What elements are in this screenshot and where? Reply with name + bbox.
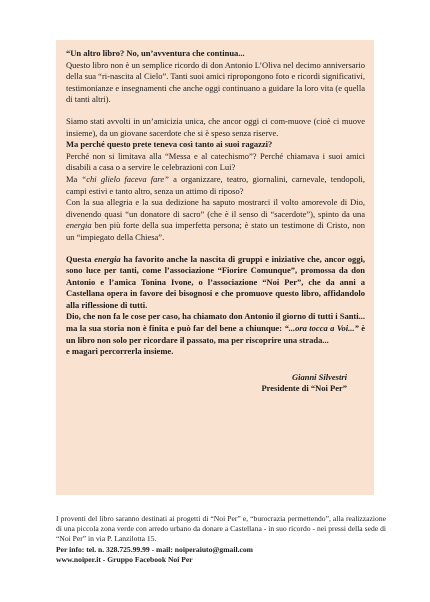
energia-word: energia xyxy=(66,220,92,231)
footer-web: www.noiper.it - Gruppo Facebook Noi Per xyxy=(56,554,193,564)
text-fragment: a organizzare, teatro, giornalini, carnevale, tendopoli, campi estivi e tanto altro, senza un attimo di riposo? xyxy=(66,173,365,196)
preface-box xyxy=(56,40,374,495)
preface-paragraph-6 xyxy=(66,254,365,358)
text-fragment: e magari percorrerla insieme. xyxy=(66,346,174,357)
text-fragment: Questa xyxy=(66,253,95,264)
preface-paragraph-3 xyxy=(66,139,365,174)
signature xyxy=(66,372,365,395)
preface-paragraph-2: Siamo stati avvolti in un’amicizia unica, che ancor oggi ci com-muove (cioè ci muove insieme), da un giovane sacerdote che si è speso senza riserve. xyxy=(66,115,365,138)
spacer xyxy=(66,106,365,116)
preface-paragraph-1 xyxy=(66,48,365,106)
quote-ora-tocca: “...ora tocca a Voi...” xyxy=(284,323,359,334)
text-fragment: Con la sua allegria e la sua dedizione ha saputo mostrarci il volto amorevole di Dio, divenendo quasi “un donatore di sacro” (che è il senso di “sacerdote”), spinto da una xyxy=(66,197,365,219)
text-fragment: ben più forte della sua imperfetta persona; è stato un testimone di Cristo, non un “impiegato della Chiesa”. xyxy=(66,220,365,242)
quote-chi-glielo: “chi glielo faceva fare” xyxy=(81,173,169,184)
energia-word: energia xyxy=(94,253,121,264)
preface-text-1: Questo libro non è un semplice ricordo di don Antonio L’Oliva nel decimo anniversario della sua “ri-nascita al Cielo”. Tanti suoi amici ripropongono foto e ricordi significativi, testimonianze e insegnamenti che anche oggi continuano a guidare la loro vita (e quella di tanti altri). xyxy=(66,59,365,105)
preface-paragraph-4 xyxy=(66,174,365,197)
preface-question: Ma perché questo prete teneva così tanto ai suoi ragazzi? xyxy=(66,139,273,150)
footer-text: I proventi del libro saranno destinati ai progetti di “Noi Per” e, “burocrazia permettendo”, alla realizzazione di una piccola zona verde con arredo urbano da donare a Castellana - in suo ricordo - nei pressi della sede di “Noi Per” in via P. Lanzilotta 15. xyxy=(56,514,386,544)
spacer xyxy=(66,244,365,254)
text-fragment: Ma xyxy=(66,173,82,184)
text-fragment: ha favorito anche la nascita di gruppi e iniziative che, ancor oggi, sono luce per tanti, come l’associazione “Fiorire Comunque”, promossa da don Antonio e l’amica Tonina Ivone, o l’associazione “Noi Per”, che da anni a Castellana opera in favore dei bisognosi e che promuove questo libro, affidandolo alla riflessione di tutti. xyxy=(66,253,366,310)
preface-text-3: Perché non si limitava alla “Messa e al catechismo”? Perché chiamava i suoi amici disabili a casa o a servire le celebrazioni con Lui? xyxy=(66,150,365,173)
text-fragment: è un libro non solo per ricordare il passato, ma per riscoprire una strada... xyxy=(66,323,365,345)
preface-paragraph-5 xyxy=(66,197,365,243)
text-fragment: Dio, che non fa le cose per caso, ha chiamato don Antonio il giorno di tutti i Santi... ma la sua storia non è finita e può far del bene a chiunque: xyxy=(66,311,365,334)
footer-contacts: Per info: tel. n. 328.725.99.99 - mail: noiperaiuto@gmail.com xyxy=(56,544,253,554)
footer-note xyxy=(56,514,386,565)
signature-name: Gianni Silvestri xyxy=(291,371,347,382)
signature-role: Presidente di “Noi Per” xyxy=(261,383,347,394)
preface-heading: “Un altro libro? No, un’avventura che continua... xyxy=(66,48,245,58)
